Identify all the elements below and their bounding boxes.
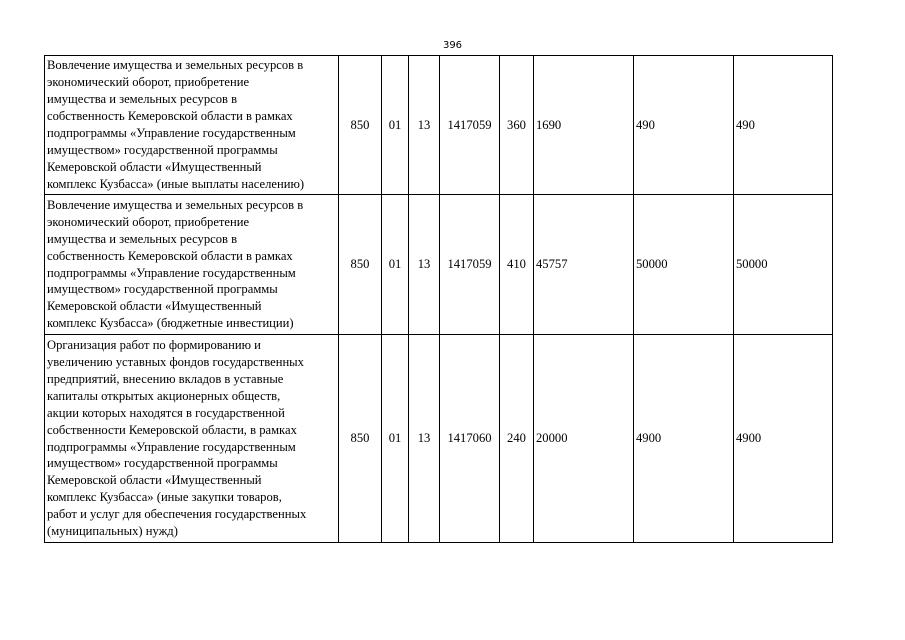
amount-1: 1690	[534, 56, 634, 195]
expense-type-code: 240	[500, 335, 534, 543]
row-description: Вовлечение имущества и земельных ресурсов в экономический оборот, приобретение имущества и земельных ресурсов в собственность Кемеровской области в рамках подпрограммы «Управление государственным имуществом» государственной программы Кемеровской области «Имущественный комплекс Кузбасса» (иные выплаты населению)	[45, 56, 339, 195]
target-article-code: 1417059	[440, 195, 500, 335]
row-description: Вовлечение имущества и земельных ресурсов в экономический оборот, приобретение имущества и земельных ресурсов в собственность Кемеровской области в рамках подпрограммы «Управление государственным имуществом» государственной программы Кемеровской области «Имущественный комплекс Кузбасса» (бюджетные инвестиции)	[45, 195, 339, 335]
table-row	[45, 56, 833, 195]
amount-3: 4900	[734, 335, 833, 543]
amount-2: 490	[634, 56, 734, 195]
page-number: 396	[442, 40, 463, 51]
amount-3: 490	[734, 56, 833, 195]
amount-3: 50000	[734, 195, 833, 335]
section-code: 01	[382, 335, 409, 543]
amount-2: 50000	[634, 195, 734, 335]
table-row	[45, 195, 833, 335]
target-article-code: 1417059	[440, 56, 500, 195]
amount-1: 45757	[534, 195, 634, 335]
subsection-code: 13	[409, 56, 440, 195]
amount-2: 4900	[634, 335, 734, 543]
ministry-code: 850	[339, 335, 382, 543]
subsection-code: 13	[409, 335, 440, 543]
expense-type-code: 410	[500, 195, 534, 335]
amount-1: 20000	[534, 335, 634, 543]
row-description: Организация работ по формированию и увеличению уставных фондов государственных предприятий, внесению вкладов в уставные капиталы открытых акционерных обществ, акции которых находятся в государственной собственности Кемеровской области, в рамках подпрограммы «Управление государственным имуществом» государственной программы Кемеровской области «Имущественный комплекс Кузбасса» (иные закупки товаров, работ и услуг для обеспечения государственных (муниципальных) нужд)	[45, 335, 339, 543]
ministry-code: 850	[339, 56, 382, 195]
table-row	[45, 335, 833, 543]
expense-type-code: 360	[500, 56, 534, 195]
section-code: 01	[382, 56, 409, 195]
subsection-code: 13	[409, 195, 440, 335]
target-article-code: 1417060	[440, 335, 500, 543]
budget-table	[44, 55, 833, 543]
ministry-code: 850	[339, 195, 382, 335]
section-code: 01	[382, 195, 409, 335]
